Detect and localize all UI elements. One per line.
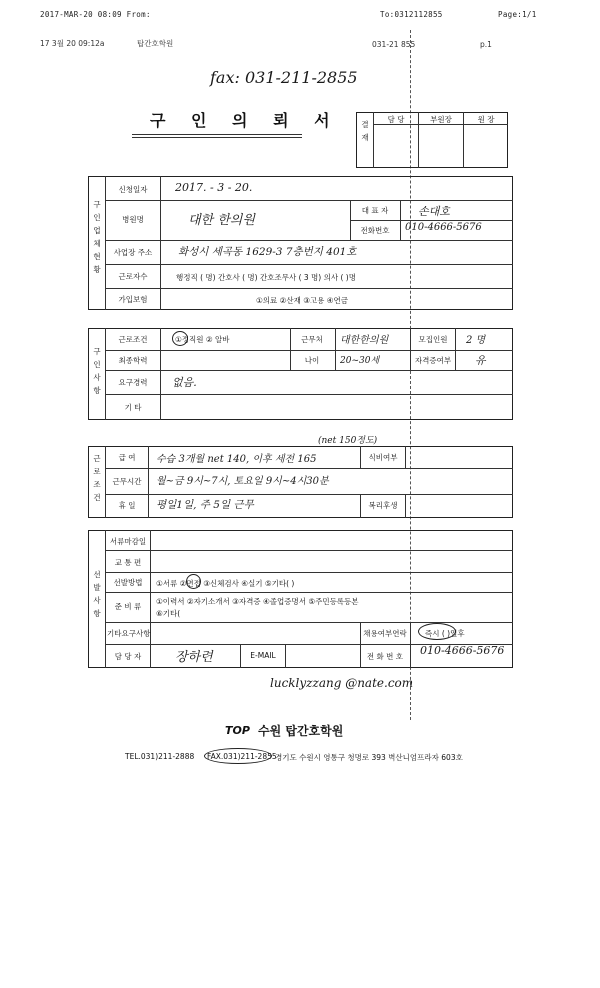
divider — [350, 220, 513, 221]
career-value: 없음. — [172, 376, 197, 389]
ceo-label: 대 표 자 — [361, 206, 389, 215]
holiday-value: 평일1일, 주 5일 근무 — [156, 499, 254, 511]
address-value: 화성시 세곡동 1629-3 7층번지 401호 — [178, 246, 357, 258]
divider — [360, 446, 361, 468]
divider — [405, 494, 406, 518]
divider — [105, 446, 106, 518]
address-label: 사업장 주소 — [113, 248, 153, 257]
transport-label: 교 통 편 — [114, 558, 142, 567]
email-value: lucklyzzang @nate.com — [270, 676, 414, 690]
manager-value: 장하련 — [175, 650, 213, 665]
salary-note: (net 150정도) — [318, 436, 378, 446]
email-label: E-MAIL — [250, 651, 276, 660]
fax-header2-page: p.1 — [480, 40, 492, 49]
divider — [405, 446, 406, 468]
method-label: 선발방법 — [113, 578, 143, 587]
cond-label: 근로조건 — [118, 335, 148, 344]
hours-label: 근무시간 — [112, 477, 142, 486]
approval-col-staff: 담 당 — [387, 115, 405, 124]
section-conditions-label: 근로조건 — [93, 454, 101, 502]
footer-fax: FAX.031)211-2855 — [207, 752, 277, 761]
request-label: 기타요구사항 — [107, 629, 151, 638]
footer-logo-mark: TOP — [225, 724, 250, 737]
divider — [410, 622, 411, 668]
divider — [105, 572, 513, 573]
recruit-label: 채용여부연락 — [363, 629, 407, 638]
divider — [105, 622, 513, 623]
section-selection-label: 선발사항 — [93, 570, 101, 618]
docs-value-2: ⑥기타( — [156, 609, 181, 618]
staff-label: 근로자수 — [118, 272, 148, 281]
footer-address: 경기도 수원시 영통구 청명로 393 벽산니엄프라자 603호 — [275, 753, 463, 762]
count-label: 모집인원 — [418, 335, 448, 344]
recruit-value: 즉시 ( )일후 — [425, 629, 465, 638]
docs-value: ①이력서 ②자기소개서 ③자격증 ④졸업증명서 ⑤주민등록등본 — [156, 597, 359, 606]
docs-label: 준 비 류 — [114, 602, 142, 611]
hospital-value: 대한 한의원 — [188, 213, 255, 228]
age-label: 나이 — [304, 356, 320, 365]
approval-divider — [463, 112, 464, 168]
divider — [105, 350, 513, 351]
fax-header2-number: 031-21 855 — [372, 40, 416, 49]
footer-academy-name: 수원 탑간호학원 — [258, 724, 344, 738]
ceo-value: 손대호 — [418, 205, 450, 218]
divider — [105, 592, 513, 593]
hours-value: 월~금 9시~7시, 토요일 9시~4시30분 — [156, 476, 329, 487]
divider — [160, 176, 161, 310]
fax-header-left: 2017-MAR-20 08:09 From: — [40, 10, 151, 19]
divider — [105, 200, 513, 201]
tel-label: 전 화 번 호 — [366, 652, 404, 661]
approval-divider — [373, 112, 374, 168]
age-value: 20~30세 — [340, 356, 380, 366]
divider — [285, 644, 286, 668]
insurance-label: 가입보험 — [118, 295, 148, 304]
career-label: 요구경력 — [118, 378, 148, 387]
insurance-value: ①의료 ②산재 ③고용 ④연금 — [256, 296, 349, 305]
date-value: 2017. - 3 - 20. — [175, 181, 253, 194]
approval-divider — [418, 112, 419, 168]
divider — [360, 622, 361, 668]
handwritten-fax-number: fax: 031-211-2855 — [210, 68, 358, 87]
divider — [105, 288, 513, 289]
footer-tel: TEL.031)211-2888 — [125, 752, 195, 761]
count-value: 2 명 — [466, 335, 486, 346]
cond-value: ①정직원 ② 알바 — [175, 335, 230, 344]
document-title: 구 인 의 뢰 서 — [150, 111, 340, 130]
section-company-label: 구인업체현황 — [93, 200, 101, 274]
divider — [335, 328, 336, 370]
meal-label: 식비여부 — [368, 453, 398, 462]
approval-col-vice: 부원장 — [430, 115, 452, 124]
tel-value: 010-4666-5676 — [420, 644, 505, 657]
section-requirements-label: 구인사항 — [93, 347, 101, 395]
date-label: 신청일자 — [118, 185, 148, 194]
approval-col-director: 원 장 — [477, 115, 495, 124]
phone-value: 010-4666-5676 — [405, 222, 482, 233]
salary-value: 수습 3개월 net 140, 이후 세전 165 — [156, 454, 317, 465]
deadline-label: 서류마감일 — [109, 537, 147, 546]
title-underline-1 — [132, 134, 302, 135]
salary-label: 급 여 — [118, 453, 136, 462]
divider — [148, 446, 149, 518]
divider — [105, 550, 513, 551]
divider — [105, 394, 513, 395]
cert-label: 자격증여부 — [414, 356, 452, 365]
hospital-label: 병원명 — [122, 215, 144, 224]
divider — [240, 644, 241, 668]
fax-header2-sender: 탑간호학원 — [137, 39, 174, 48]
welfare-label: 복리후생 — [368, 501, 398, 510]
section-company — [88, 176, 513, 310]
phone-label: 전화번호 — [360, 226, 390, 235]
approval-side-label: 결재 — [361, 120, 369, 142]
divider — [105, 240, 513, 241]
fax-header-page: Page:1/1 — [498, 10, 537, 19]
divider — [105, 328, 106, 420]
title-underline-2 — [132, 137, 302, 138]
divider — [105, 494, 513, 495]
divider — [290, 328, 291, 370]
holiday-label: 휴 일 — [118, 501, 136, 510]
fax-header2-date: 17 3월 20 09:12a — [40, 39, 105, 48]
edu-label: 최종학력 — [118, 356, 148, 365]
workplace-label: 근무처 — [301, 335, 323, 344]
divider — [400, 200, 401, 240]
manager-label: 담 당 자 — [114, 652, 142, 661]
cert-value: 유 — [475, 354, 486, 367]
divider — [105, 468, 513, 469]
divider — [160, 328, 161, 420]
divider — [350, 200, 351, 240]
divider — [360, 494, 361, 518]
divider — [105, 264, 513, 265]
workplace-value: 대한한의원 — [340, 335, 389, 346]
divider — [105, 176, 106, 310]
divider — [455, 328, 456, 370]
staff-value: 행정직 ( 명) 간호사 ( 명) 간호조무사 ( 3 명) 의사 ( )명 — [176, 273, 356, 282]
divider — [105, 370, 513, 371]
fax-header-to: To:0312112855 — [380, 10, 443, 19]
etc-label: 기 타 — [124, 403, 142, 412]
method-value: ①서류 ②면접 ③신체검사 ④실기 ⑤기타( ) — [156, 579, 295, 588]
